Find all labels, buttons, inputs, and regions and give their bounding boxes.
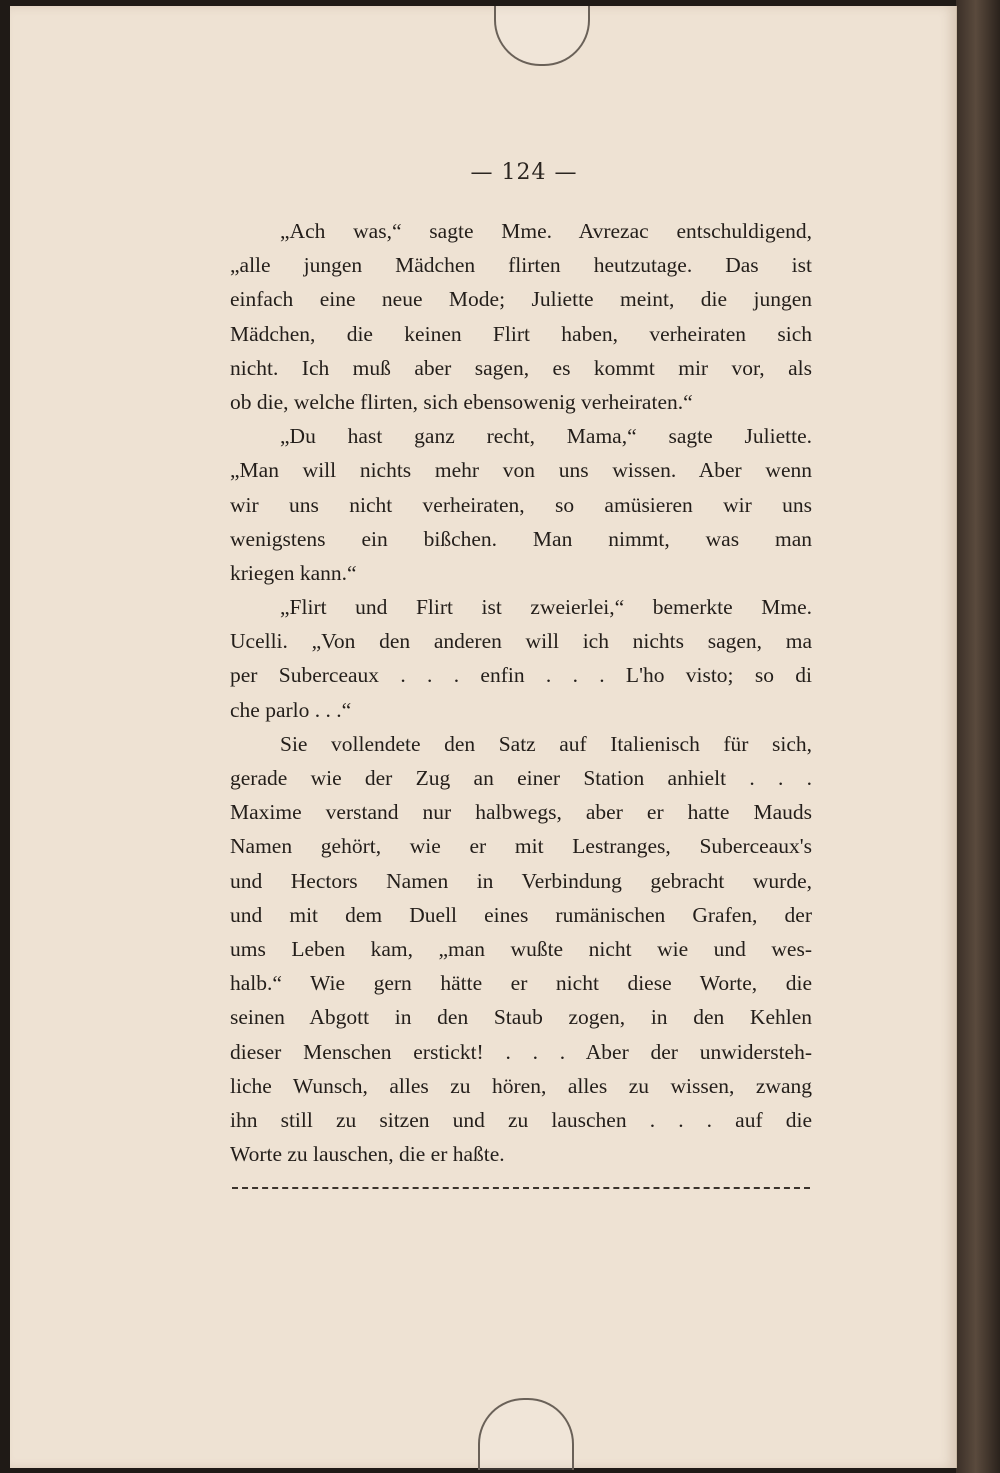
text-line: „alle jungen Mädchen flirten heutzutage. Das ist [230,253,812,278]
text-line: ums Leben kam, „man wußte nicht wie und wes- [230,936,812,961]
text-line: kriegen kann.“ [230,560,357,585]
book-spine-board [956,0,1000,1473]
text-line: „Du hast ganz recht, Mama,“ sagte Juliette. [280,424,812,449]
page-number: — 124 — [470,160,578,185]
text-line: „Ach was,“ sagte Mme. Avrezac entschuldigend, [280,219,812,243]
text-line: Worte zu lauschen, die er haßte. [230,1142,505,1167]
text-line: nicht. Ich muß aber sagen, es kommt mir vor, als [230,355,812,380]
text-line: „Flirt und Flirt ist zweierlei,“ bemerkte Mme. [280,595,812,620]
text-line: che parlo . . .“ [230,697,352,722]
text-line: liche Wunsch, alles zu hören, alles zu wissen, zwang [230,1073,812,1098]
text-line: „Man will nichts mehr von uns wissen. Aber wenn [230,458,812,483]
text-line: und mit dem Duell eines rumänischen Grafen, der [230,902,812,927]
text-line: Namen gehört, wie er mit Lestranges, Suberceaux's [230,834,812,859]
text-line: Sie vollendete den Satz auf Italienisch für sich, [280,731,812,756]
body-text [230,214,812,1171]
text-line: Ucelli. „Von den anderen will ich nichts sagen, ma [230,629,812,654]
text-line: ihn still zu sitzen und zu lauschen . . . auf die [230,1107,812,1132]
text-line: halb.“ Wie gern hätte er nicht diese Worte, die [230,971,812,996]
text-line: dieser Menschen erstickt! . . . Aber der unwidersteh- [230,1039,812,1064]
text-line: gerade wie der Zug an einer Station anhielt . . . [230,766,812,790]
text-line: wir uns nicht verheiraten, so amüsieren wir uns [230,492,812,517]
text-line: einfach eine neue Mode; Juliette meint, die jungen [230,287,812,312]
text-line: ob die, welche flirten, sich ebensowenig verheiraten.“ [230,389,693,414]
text-line: wenigstens ein bißchen. Man nimmt, was man [230,526,812,551]
text-line: Mädchen, die keinen Flirt haben, verheiraten sich [230,321,812,346]
text-line: per Suberceaux . . . enfin . . . L'ho visto; so di [230,663,812,688]
text-line: seinen Abgott in den Staub zogen, in den Kehlen [230,1005,812,1030]
text-line: und Hectors Namen in Verbindung gebracht wurde, [230,868,812,893]
text-line: Maxime verstand nur halbwegs, aber er hatte Mauds [230,800,812,825]
section-break-rule [232,1187,810,1189]
